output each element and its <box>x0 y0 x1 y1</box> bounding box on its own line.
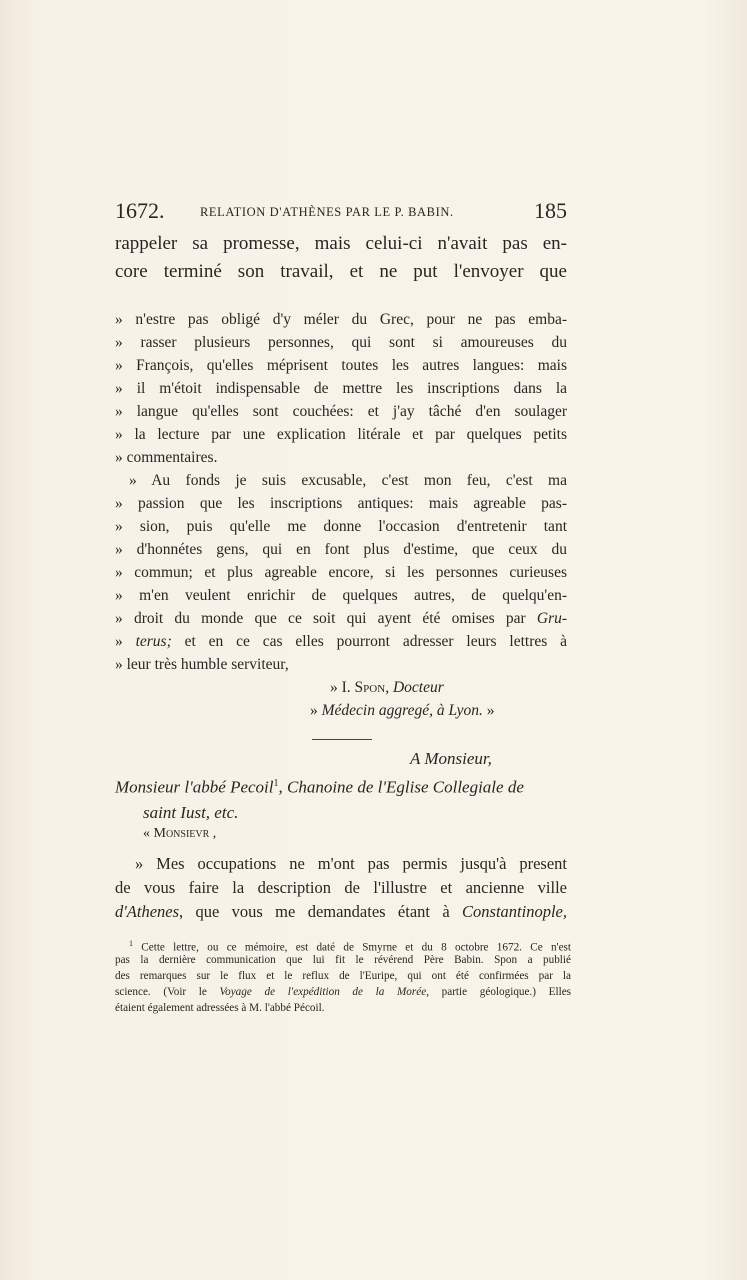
quote-mark: » <box>330 679 338 696</box>
section-divider <box>312 739 372 740</box>
lead-paragraph <box>115 230 567 286</box>
quote-line: » Au fonds je suis excusable, c'est mon feu, c'est ma <box>129 472 567 489</box>
quote-line: » leur très humble serviteur, <box>115 656 289 673</box>
text-line: core terminé son travail, et ne put l'envoyer que <box>115 261 567 282</box>
text-line: » Mes occupations ne m'ont pas permis jusqu'à present <box>135 854 567 873</box>
signature-title: Docteur <box>392 679 444 696</box>
address-line <box>115 771 567 800</box>
signature-line <box>115 699 567 722</box>
salutation-word: Monsievr <box>153 826 210 841</box>
salutation <box>143 826 216 842</box>
quoted-letter <box>115 308 567 722</box>
gruterus-italic: terus; <box>135 633 172 650</box>
footnote-text: , partie géologique.) Elles <box>426 986 572 998</box>
quote-line-text: et en ce cas elles pourront adresser leurs lettres à <box>184 633 567 650</box>
address-recipient: Monsieur l'abbé Pecoil <box>115 777 274 797</box>
letter-body <box>115 852 567 924</box>
quote-line: » commun; et plus agreable encore, si les personnes curieuses <box>115 564 567 581</box>
quote-line: » m'en veulent enrichir de quelques autres, de quelqu'en- <box>115 587 567 604</box>
footnote-line <box>115 984 571 1000</box>
quote-line: » commentaires. <box>115 449 218 466</box>
footnote-line: pas la dernière communication que lui fit le révérend Père Babin. Spon a publié <box>115 954 571 966</box>
address-line: saint Iust, etc. <box>143 802 239 822</box>
quote-line: » François, qu'elles méprisent toutes les autres langues: mais <box>115 357 567 374</box>
signature-comma: , <box>385 679 390 696</box>
gruterus-italic: Gru- <box>536 610 568 627</box>
quote-line <box>115 607 567 630</box>
quote-mark: » <box>486 702 495 719</box>
quote-line-text: » droit du monde que ce soit qui ayent été omises par <box>115 610 526 627</box>
place-constantinople: Constantinople, <box>462 902 567 921</box>
address-title: , Chanoine de l'Eglise Collegiale de <box>278 777 524 797</box>
quote-line: » langue qu'elles sont couchées: et j'ay tâché d'en soulager <box>115 403 567 420</box>
quote-line: » passion que les inscriptions antiques: mais agreable pas- <box>115 495 567 512</box>
running-header <box>115 198 567 226</box>
quote-line <box>115 630 567 653</box>
signature-name: Spon <box>354 679 386 696</box>
footnote-line: étaient également adressées à M. l'abbé Pécoil. <box>115 1002 325 1014</box>
quote-line: » il m'étoit indispensable de mettre les inscriptions dans la <box>115 380 567 397</box>
text-line: de vous faire la description de l'illustre et ancienne ville <box>115 878 567 897</box>
signature-affiliation: Médecin aggregé, à Lyon. <box>321 702 483 719</box>
salutation-mark: « <box>143 826 150 841</box>
quote-mark: » <box>310 702 318 719</box>
footnote-number: 1 <box>129 939 133 948</box>
signature-initial: I. <box>341 679 351 696</box>
quote-line: » la lecture par une explication litérale et par quelques petits <box>115 426 567 443</box>
footnote-text: science. (Voir le <box>115 986 207 998</box>
place-athenes: d'Athenes <box>115 902 180 921</box>
footnote-book-title: Voyage de l'expédition de la Morée <box>219 986 427 998</box>
footnote-marker: 1 <box>273 778 279 789</box>
quote-mark: » <box>115 633 123 650</box>
quote-line: » sion, puis qu'elle me donne l'occasion d'entretenir tant <box>115 518 567 535</box>
quote-line: » d'honnétes gens, qui en font plus d'estime, que ceux du <box>115 541 567 558</box>
page-number: 185 <box>534 198 567 223</box>
footnote-line: des remarques sur le flux et le reflux de l'Euripe, qui ont été confirmées par la <box>115 970 571 982</box>
letter-address <box>115 746 567 825</box>
text-line <box>115 900 567 924</box>
footnote-line <box>115 936 571 952</box>
text-line: rappeler sa promesse, mais celui-ci n'avait pas en- <box>115 233 567 254</box>
signature-line <box>115 676 567 699</box>
quote-line: » n'estre pas obligé d'y méler du Grec, pour ne pas emba- <box>115 311 567 328</box>
salutation-comma: , <box>212 826 217 841</box>
text-segment: , que vous me demandates étant à <box>179 902 450 921</box>
header-year: 1672. <box>115 198 165 223</box>
footnote <box>115 936 571 1016</box>
address-line: A Monsieur, <box>410 749 492 768</box>
running-title: RELATION D'ATHÈNES PAR LE P. BABIN. <box>200 205 454 219</box>
footnote-text: Cette lettre, ou ce mémoire, est daté de Smyrne et du 8 octobre 1672. Ce n'est <box>141 941 571 954</box>
quote-line: » rasser plusieurs personnes, qui sont si amoureuses du <box>115 334 567 351</box>
